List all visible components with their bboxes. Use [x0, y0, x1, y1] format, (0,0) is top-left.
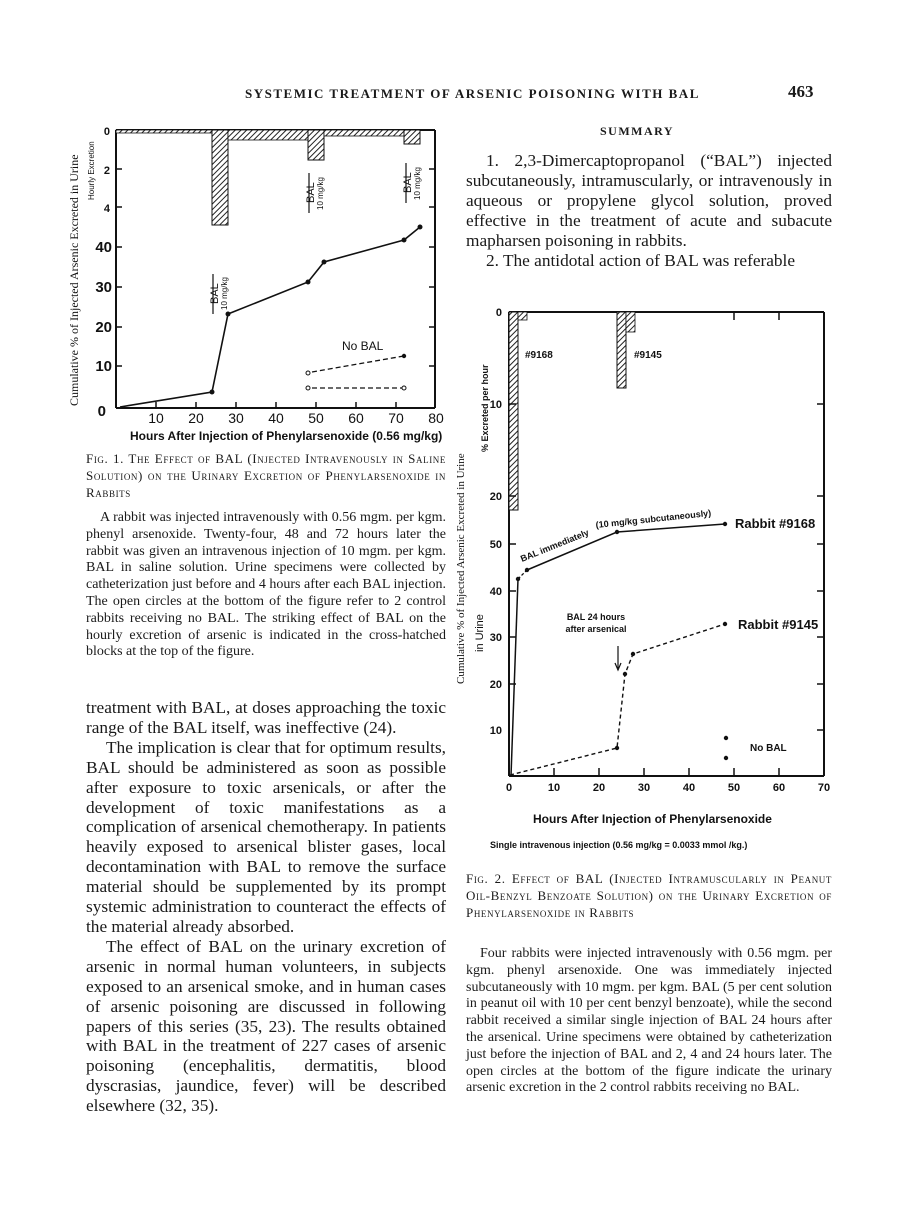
svg-text:#9145: #9145 — [634, 350, 662, 361]
svg-text:No BAL: No BAL — [342, 339, 384, 353]
svg-text:30: 30 — [637, 782, 651, 794]
svg-text:60: 60 — [348, 410, 364, 426]
svg-text:0: 0 — [495, 307, 502, 319]
svg-text:40: 40 — [268, 410, 284, 426]
svg-text:BAL 24 hours: BAL 24 hours — [566, 612, 626, 622]
svg-text:10 mg/kg: 10 mg/kg — [413, 167, 422, 200]
paragraph: The implication is clear that for optimum results, BAL should be administered as soon as possible after exposure to toxic arsenicals, or after the development of toxic manifestations as a complication of arsenical chemotherapy. In patients heavily exposed to arsenical blister gases, local decontamination with BAL to remove the surface material should be supplemented by its prompt systemic administration to counteract the effects of the material already absorbed. — [86, 737, 446, 936]
svg-text:Rabbit #9145: Rabbit #9145 — [738, 617, 819, 632]
svg-text:40: 40 — [682, 782, 696, 794]
svg-text:20: 20 — [592, 782, 606, 794]
svg-text:Cumulative % of Injected Arsen: Cumulative % of Injected Arsenic Excreted in Urine — [455, 453, 467, 684]
svg-text:Cumulative % of Injected Arsen: Cumulative % of Injected Arsenic Excreted in Urine — [67, 154, 81, 406]
svg-text:0: 0 — [505, 782, 513, 794]
svg-text:10: 10 — [95, 358, 112, 375]
svg-text:after arsenical: after arsenical — [565, 624, 627, 634]
svg-text:Rabbit #9168: Rabbit #9168 — [735, 516, 816, 531]
svg-text:0: 0 — [97, 403, 106, 420]
svg-text:2: 2 — [103, 165, 110, 177]
page-number: 463 — [788, 82, 814, 101]
svg-text:BAL: BAL — [402, 172, 414, 193]
svg-text:30: 30 — [95, 279, 112, 296]
svg-text:Hours After Injection of Pheny: Hours After Injection of Phenylarsenoxide — [533, 812, 772, 826]
svg-text:% Excreted per hour: % Excreted per hour — [480, 364, 490, 452]
left-column-text — [86, 698, 446, 1116]
fig1-hourly-bars — [116, 130, 420, 225]
figure-2-caption-title: Fig. 2. Effect of BAL (Injected Intramuscularly in Peanut Oil-Benzyl Benzoate Solution) on the Urinary Excretion of Phenylarsenoxide in Rabbits — [466, 871, 832, 920]
svg-text:0: 0 — [103, 126, 110, 138]
svg-text:70: 70 — [388, 410, 404, 426]
summary-heading: SUMMARY — [600, 124, 675, 138]
figure-1-caption-title: Fig. 1. The Effect of BAL (Injected Intravenously in Saline Solution) on the Urinary Excretion of Phenylarsenoxide in Rabbits — [86, 451, 446, 500]
figure-2-caption-body: Four rabbits were injected intravenously with 0.56 mgm. per kgm. phenyl arsenoxide. One was immediately injected subcutaneously with 10 mgm. per kgm. BAL (5 per cent solution in peanut oil with 10 per cent benzyl benzoate), while the second rabbit received a similar single injection of BAL 24 hours after the arsenical. Urine specimens were obtained by catheterization just before the injection of BAL and 2, 4 and 24 hours later. The open circles at the bottom of the figure indicate the urinary arsenic excretion in the 2 control rabbits receiving no BAL. — [466, 946, 832, 1096]
svg-text:10 mg/kg: 10 mg/kg — [316, 177, 325, 210]
svg-text:BAL: BAL — [305, 182, 317, 203]
summary-text — [466, 151, 832, 270]
svg-text:60: 60 — [772, 782, 786, 794]
svg-text:30: 30 — [489, 632, 502, 644]
svg-text:70: 70 — [817, 782, 831, 794]
svg-text:50: 50 — [489, 539, 502, 551]
svg-text:10 mg/kg: 10 mg/kg — [220, 277, 229, 310]
svg-text:10: 10 — [547, 782, 561, 794]
svg-text:Hourly Excretion: Hourly Excretion — [87, 141, 96, 200]
svg-text:10: 10 — [489, 725, 502, 737]
svg-text:40: 40 — [95, 239, 112, 256]
svg-text:BAL immediately: BAL immediately — [519, 527, 591, 564]
svg-text:10: 10 — [489, 399, 502, 411]
figure-2-chart — [450, 300, 860, 860]
svg-text:(10 mg/kg subcutaneously): (10 mg/kg subcutaneously) — [595, 507, 712, 530]
svg-text:50: 50 — [308, 410, 324, 426]
figure-1-chart — [60, 118, 460, 448]
svg-text:#9168: #9168 — [525, 350, 553, 361]
svg-text:in Urine: in Urine — [474, 614, 486, 652]
summary-item-2: 2. The antidotal action of BAL was referable — [486, 250, 796, 270]
svg-text:4: 4 — [103, 203, 110, 215]
paragraph: treatment with BAL, at doses approaching the toxic range of the BAL itself, was ineffective (24). — [86, 698, 446, 737]
svg-text:40: 40 — [489, 586, 502, 598]
svg-text:20: 20 — [489, 679, 502, 691]
svg-text:80: 80 — [428, 410, 444, 426]
svg-text:50: 50 — [727, 782, 741, 794]
summary-item-1: 1. 2,3-Dimercaptopropanol (“BAL”) injected subcutaneously, intramuscularly, or intravenously in aqueous or propylene glycol solution, proved effective in the treatment of acute and subacute mapharsen poisoning in rabbits. — [466, 151, 832, 250]
svg-text:No BAL: No BAL — [750, 743, 787, 754]
svg-text:Single intravenous injection (: Single intravenous injection (0.56 mg/kg = 0.0033 mmol /kg.) — [490, 840, 748, 850]
svg-text:10: 10 — [148, 410, 164, 426]
svg-text:Hours After Injection of Pheny: Hours After Injection of Phenylarsenoxide (0.56 mg/kg) — [130, 429, 443, 443]
svg-text:20: 20 — [489, 491, 502, 503]
svg-text:30: 30 — [228, 410, 244, 426]
svg-text:BAL: BAL — [209, 283, 221, 304]
fig1-frame — [116, 130, 435, 408]
svg-text:20: 20 — [95, 319, 112, 336]
running-title: SYSTEMIC TREATMENT OF ARSENIC POISONING WITH BAL — [245, 86, 700, 101]
svg-text:20: 20 — [188, 410, 204, 426]
paragraph: The effect of BAL on the urinary excretion of arsenic in normal human volunteers, in subjects exposed to an arsenical smoke, and in human cases of arsenic poisoning are discussed in following papers of this series (35, 23). The results obtained with BAL in the treatment of 227 cases of arsenic poisoning (encephalitis, dermatitis, blood dyscrasias, jaundice, fever) will be described elsewhere (32, 35). — [86, 936, 446, 1116]
figure-1-caption-body: A rabbit was injected intravenously with 0.56 mgm. per kgm. phenyl arsenoxide. Twenty-four, 48 and 72 hours later the rabbit was given an intravenous injection of 10 mgm. per kgm. BAL in saline solution. Urine specimens were collected by catheterization just before and 4 hours after each BAL injection. The open circles at the bottom of the figure refer to 2 control rabbits receiving no BAL. The striking effect of BAL on the hourly excretion of arsenic is indicated in the cross-hatched blocks at the top of the figure. — [86, 510, 446, 660]
